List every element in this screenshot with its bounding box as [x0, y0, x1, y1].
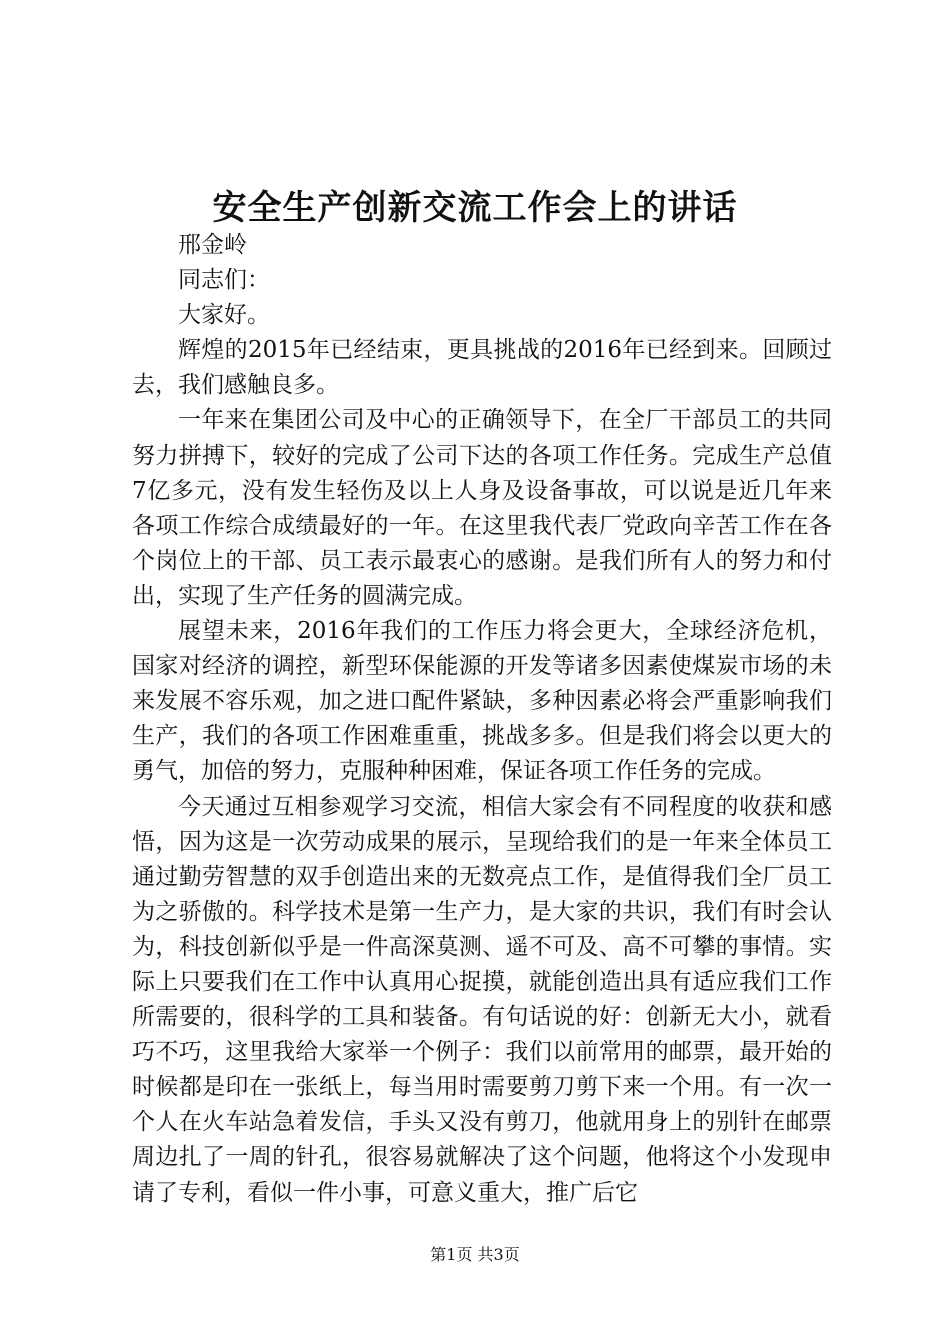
document-body: [132, 228, 832, 1211]
document-title: 安全生产创新交流工作会上的讲话: [212, 188, 738, 228]
salutation: 同志们：: [178, 267, 270, 294]
paragraph: 一年来在集团公司及中心的正确领导下，在全厂干部员工的共同努力拼搏下，较好的完成了公司下达的各项工作任务。完成生产总值7亿多元，没有发生轻伤及以上人身及设备事故，可以说是近几年来各项工作综合成绩最好的一年。在这里我代表厂党政向辛苦工作在各个岗位上的干部、员工表示最衷心的感谢。是我们所有人的努力和付出，实现了生产任务的圆满完成。: [132, 407, 832, 609]
paragraph: 辉煌的2015年已经结束，更具挑战的2016年已经到来。回顾过去，我们感触良多。: [132, 337, 832, 399]
greeting: 大家好。: [178, 302, 270, 329]
paragraph: 展望未来，2016年我们的工作压力将会更大，全球经济危机，国家对经济的调控，新型环保能源的开发等诸多因素使煤炭市场的未来发展不容乐观，加之进口配件紧缺，多种因素必将会严重影响我们生产，我们的各项工作困难重重，挑战多多。但是我们将会以更大的勇气，加倍的努力，克服种种困难，保证各项工作任务的完成。: [132, 618, 832, 785]
author-line: 邢金岭: [178, 232, 247, 258]
page-number-footer: 第1页 共3页: [430, 1245, 520, 1264]
paragraph: 今天通过互相参观学习交流，相信大家会有不同程度的收获和感悟，因为这是一次劳动成果的展示，呈现给我们的是一年来全体员工通过勤劳智慧的双手创造出来的无数亮点工作，是值得我们全厂员工为之骄傲的。科学技术是第一生产力，是大家的共识，我们有时会认为，科技创新似乎是一件高深莫测、遥不可及、高不可攀的事情。实际上只要我们在工作中认真用心捉摸，就能创造出具有适应我们工作所需要的，很科学的工具和装备。有句话说的好：创新无大小，就看巧不巧，这里我给大家举一个例子：我们以前常用的邮票，最开始的时候都是印在一张纸上，每当用时需要剪刀剪下来一个用。有一次一个人在火车站急着发信，手头又没有剪刀，他就用身上的别针在邮票周边扎了一周的针孔，很容易就解决了这个问题，他将这个小发现申请了专利，看似一件小事，可意义重大，推广后它: [132, 793, 832, 1206]
